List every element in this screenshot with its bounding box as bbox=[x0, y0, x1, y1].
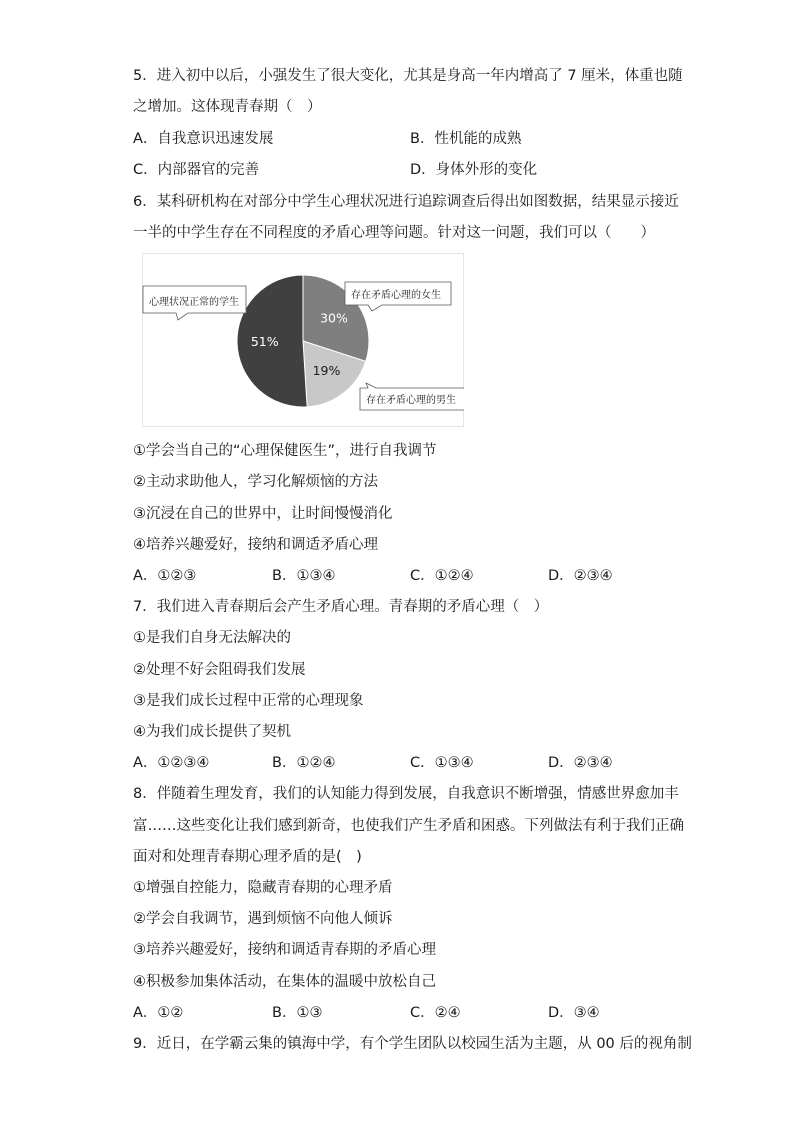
q7-item-3: ③是我们成长过程中正常的心理现象 bbox=[133, 693, 364, 709]
q6-item-4: ④培养兴趣爱好，接纳和调适矛盾心理 bbox=[133, 537, 378, 553]
q7-item-4: ④为我们成长提供了契机 bbox=[133, 724, 291, 740]
q6-option-b: B．①③④ bbox=[272, 568, 336, 584]
q6-item-3: ③沉浸在自己的世界中，让时间慢慢消化 bbox=[133, 506, 393, 522]
q5-option-a: A．自我意识迅速发展 bbox=[133, 131, 274, 147]
q8-item-1: ①增强自控能力，隐藏青春期的心理矛盾 bbox=[133, 880, 393, 896]
q8-option-b: B．①③ bbox=[272, 1005, 323, 1021]
q7-item-1: ①是我们自身无法解决的 bbox=[133, 630, 291, 646]
pie-value-label-normal: 51% bbox=[250, 334, 279, 350]
q5-option-b: B．性机能的成熟 bbox=[410, 131, 522, 147]
q7-option-a: A．①②③④ bbox=[133, 755, 210, 771]
q5-stem-line1: 5．进入初中以后，小强发生了很大变化，尤其是身高一年内增高了 7 厘米，体重也随 bbox=[133, 68, 683, 84]
q6-stem-line1: 6．某科研机构在对部分中学生心理状况进行追踪调查后得出如图数据，结果显示接近 bbox=[133, 194, 679, 210]
q8-item-3: ③培养兴趣爱好，接纳和调适青春期的矛盾心理 bbox=[133, 942, 436, 958]
q8-stem-line2: 富……这些变化让我们感到新奇，也使我们产生矛盾和困惑。下列做法有利于我们正确 bbox=[133, 818, 684, 834]
q8-option-d: D．③④ bbox=[548, 1005, 600, 1021]
pie-value-label-girls: 30% bbox=[320, 310, 348, 326]
q6-item-2: ②主动求助他人，学习化解烦恼的方法 bbox=[133, 474, 378, 490]
q6-stem-line2: 一半的中学生存在不同程度的矛盾心理等问题。针对这一问题，我们可以（ ） bbox=[133, 225, 655, 241]
q6-item-1: ①学会当自己的“心理保健医生”，进行自我调节 bbox=[133, 443, 437, 459]
pie-value-label-boys: 19% bbox=[312, 363, 341, 379]
q9-stem-line1: 9．近日，在学霸云集的镇海中学，有个学生团队以校园生活为主题，从 00 后的视角制 bbox=[133, 1036, 692, 1052]
q6-option-a: A．①②③ bbox=[133, 568, 197, 584]
legend-label-girls: 存在矛盾心理的女生 bbox=[351, 290, 441, 301]
q8-item-2: ②学会自我调节，遇到烦恼不向他人倾诉 bbox=[133, 911, 393, 927]
q7-option-c: C．①③④ bbox=[410, 755, 474, 771]
q7-item-2: ②处理不好会阻碍我们发展 bbox=[133, 662, 306, 678]
q8-stem-line3: 面对和处理青春期心理矛盾的是( ) bbox=[133, 849, 362, 865]
q8-option-c: C．②④ bbox=[410, 1005, 461, 1021]
q5-option-d: D．身体外形的变化 bbox=[410, 162, 538, 178]
legend-label-normal: 心理状况正常的学生 bbox=[149, 297, 239, 308]
q8-item-4: ④积极参加集体活动，在集体的温暖中放松自己 bbox=[133, 974, 436, 990]
q7-option-d: D．②③④ bbox=[548, 755, 613, 771]
legend-label-boys: 存在矛盾心理的男生 bbox=[366, 395, 456, 406]
q8-option-a: A．①② bbox=[133, 1005, 184, 1021]
pie-chart-svg bbox=[142, 253, 464, 427]
pie-chart bbox=[142, 253, 464, 427]
q6-option-d: D．②③④ bbox=[548, 568, 613, 584]
q6-option-c: C．①②④ bbox=[410, 568, 474, 584]
q8-stem-line1: 8．伴随着生理发育，我们的认知能力得到发展，自我意识不断增强，情感世界愈加丰 bbox=[133, 786, 679, 802]
q5-option-c: C．内部器官的完善 bbox=[133, 162, 260, 178]
q7-option-b: B．①②④ bbox=[272, 755, 336, 771]
q7-stem: 7．我们进入青春期后会产生矛盾心理。青春期的矛盾心理（ ） bbox=[133, 599, 549, 615]
q5-stem-line2: 之增加。这体现青春期（ ） bbox=[133, 99, 322, 115]
